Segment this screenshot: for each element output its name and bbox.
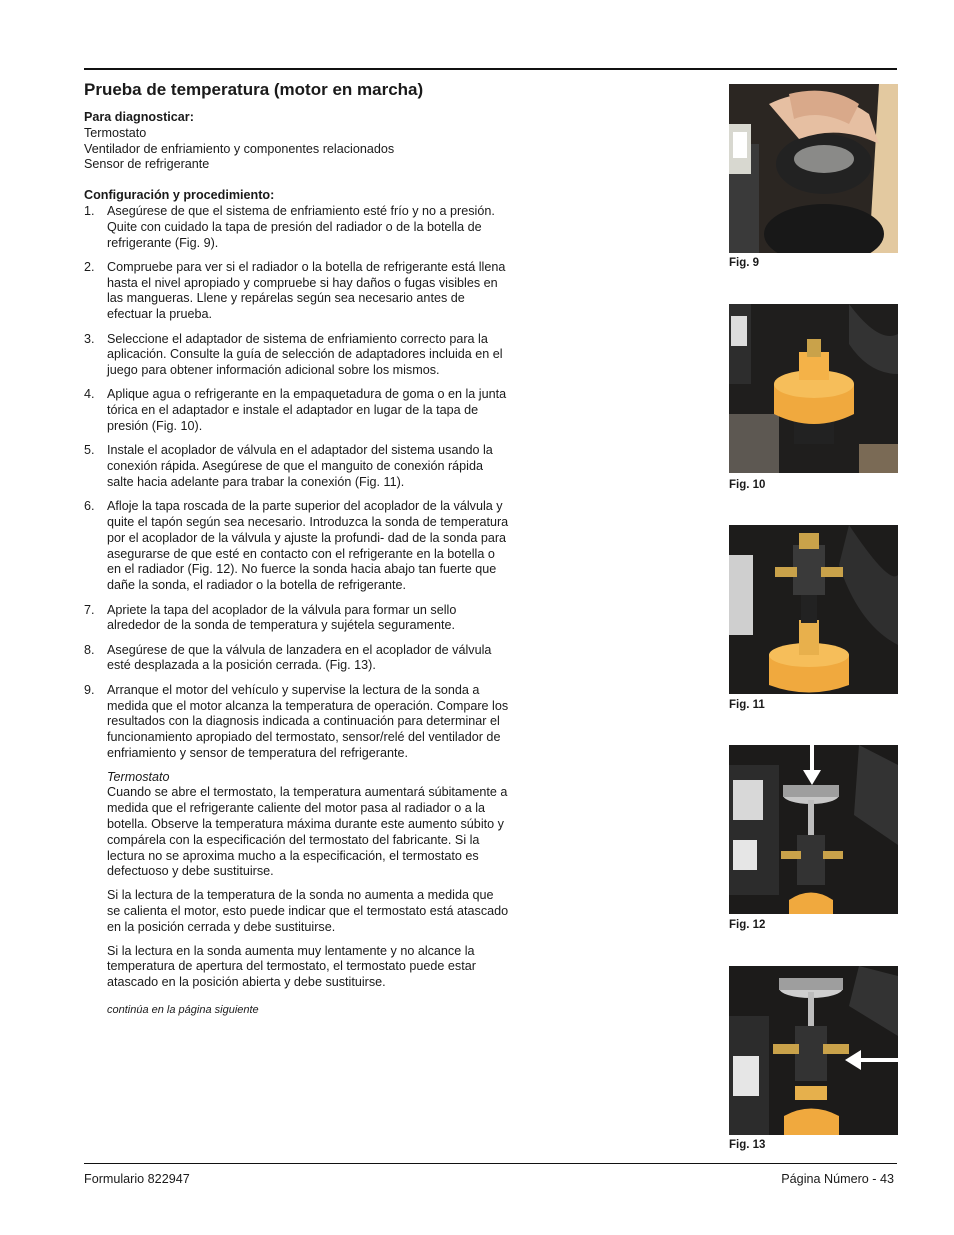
- diagnose-heading: Para diagnosticar:: [84, 110, 194, 124]
- step-text: Afloje la tapa roscada de la parte superior del acoplador de la válvula y quite el tapón según sea necesario. Introduzca la sonda de temperatura por el acoplador de la válvula y ajuste la profundi- dad de la sonda para asegurarse de que esté en contacto con el refrigerante en la botella o en el radiador (Fig. 12). No fuerce la sonda hacia abajo tan fuerte que dañe la sonda, el radiador o la botella de refrigerante.: [107, 499, 509, 593]
- procedure-step: [84, 683, 509, 1019]
- step-text: Apriete la tapa del acoplador de la válvula para formar un sello alrededor de la sonda de temperatura y sujétela seguramente.: [107, 602, 457, 633]
- step-number: 6.: [84, 499, 95, 514]
- figure-13-photo: [729, 966, 898, 1135]
- step-text: Asegúrese de que el sistema de enfriamiento esté frío y no a presión. Quite con cuidado la tapa de presión del radiador o de la botella de refrigerante (Fig. 9).: [107, 203, 495, 250]
- step-number: 7.: [84, 602, 95, 617]
- step-number: 5.: [84, 443, 95, 458]
- step-number: 2.: [84, 259, 95, 274]
- figure-9-photo: [729, 84, 898, 253]
- figure-11-caption: Fig. 11: [729, 699, 765, 711]
- page-number: Página Número - 43: [781, 1172, 894, 1186]
- figure-11-photo: [729, 525, 898, 694]
- procedure-heading: Configuración y procedimiento:: [84, 188, 275, 203]
- bottom-rule: [84, 1163, 897, 1164]
- figure-10-caption: Fig. 10: [729, 479, 766, 491]
- procedure-step: [84, 603, 509, 635]
- step-text: Arranque el motor del vehículo y supervise la lectura de la sonda a medida que el motor alcanza la temperatura de operación. Compare los resultados con la diagnosis indicada a continuación para determinar el funcionamiento apropiado del termostato, sensor/relé del ventilador de enfriamiento y sensor de temperatura del refrigerante.: [107, 682, 509, 760]
- figure-12-caption: Fig. 12: [729, 919, 766, 931]
- step-text: Compruebe para ver si el radiador o la botella de refrigerante está llena hasta el nivel apropiado y compruebe si hay daños o fugas visibles en las mangueras. Llene y repárelas según sea necesario antes de efectuar la prueba.: [107, 259, 506, 322]
- procedure-step: [84, 204, 509, 251]
- step-number: 9.: [84, 682, 95, 697]
- procedure-step: [84, 260, 509, 323]
- procedure-step: [84, 643, 509, 675]
- thermostat-paragraph: Si la lectura de la temperatura de la sonda no aumenta a medida que se calienta el motor, esto puede indicar que el termostato está atascado en la posición cerrada y debe sustituirse.: [107, 888, 509, 934]
- top-rule: [84, 68, 897, 70]
- procedure-step: [84, 387, 509, 434]
- form-number: Formulario 822947: [84, 1172, 190, 1186]
- thermostat-heading: Termostato: [107, 769, 170, 784]
- procedure-step: [84, 443, 509, 490]
- step-number: 3.: [84, 331, 95, 346]
- page-title: Prueba de temperatura (motor en marcha): [84, 80, 424, 99]
- diagnose-item: Termostato: [84, 125, 147, 140]
- diagnose-item: Ventilador de enfriamiento y componentes relacionados: [84, 141, 395, 156]
- step-text: Asegúrese de que la válvula de lanzadera en el acoplador de válvula esté desplazada a la posición cerrada. (Fig. 13).: [107, 642, 492, 673]
- figure-9-caption: Fig. 9: [729, 257, 760, 269]
- main-content: [84, 110, 509, 1027]
- continued-note: continúa en la página siguiente: [107, 1004, 259, 1017]
- thermostat-paragraph: Cuando se abre el termostato, la temperatura aumentará súbitamente a medida que el refrigerante caliente del motor pasa al radiador o a la botella. Observe la temperatura máxima durante este aumento súbito y compárela con la especificación del termostato del fabricante. Si la lectura no se aproxima mucho a la especificación, el termostato es defectuoso y debe sustituirse.: [107, 785, 508, 879]
- procedure-step: [84, 499, 509, 594]
- figure-10-photo: [729, 304, 898, 473]
- step-text: Instale el acoplador de válvula en el adaptador del sistema usando la conexión rápida. Asegúrese de que el manguito de conexión rápida salte hacia adelante para trabar la conexión (Fig. 11).: [107, 443, 493, 489]
- thermostat-paragraph: Si la lectura en la sonda aumenta muy lentamente y no alcance la temperatura de apertura del termostato, el termostato puede estar atascado en la posición abierta y debe sustituirse.: [107, 943, 476, 990]
- diagnose-item: Sensor de refrigerante: [84, 157, 210, 172]
- procedure-steps: [84, 204, 509, 1019]
- procedure-step: [84, 332, 509, 379]
- figure-12-photo: [729, 745, 898, 914]
- step-number: 1.: [84, 203, 95, 218]
- step-number: 8.: [84, 642, 95, 657]
- step-number: 4.: [84, 387, 95, 402]
- step-text: Seleccione el adaptador de sistema de enfriamiento correcto para la aplicación. Consulte la guía de selección de adaptadores incluida en el juego para obtener información adicional sobre los mismos.: [107, 331, 503, 378]
- step-text: Aplique agua o refrigerante en la empaquetadura de goma o en la junta tórica en el adaptador e instale el adaptador en lugar de la tapa de presión (Fig. 10).: [107, 387, 507, 434]
- figure-13-caption: Fig. 13: [729, 1139, 766, 1151]
